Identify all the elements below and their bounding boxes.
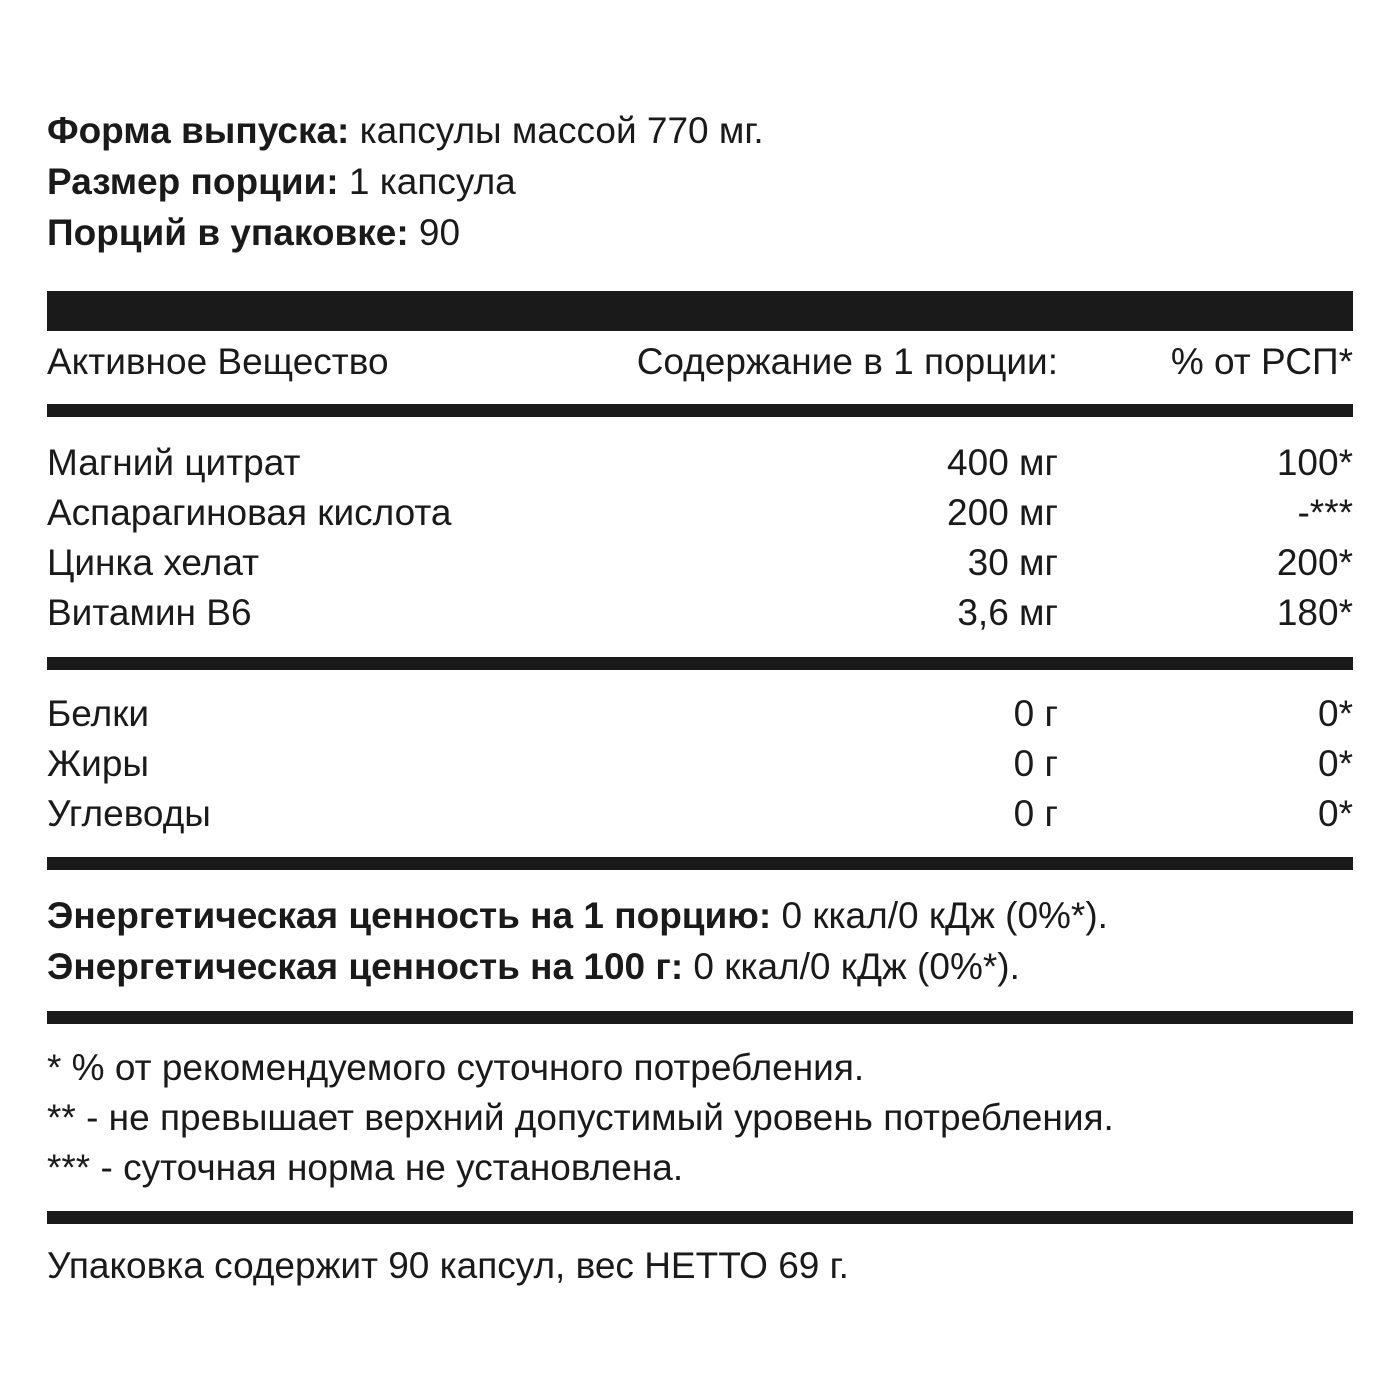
substance-name: Цинка хелат [47, 542, 260, 583]
table-header-row [47, 337, 1353, 387]
macro-percent: 0* [1318, 693, 1353, 734]
substance-name: Аспарагиновая кислота [47, 492, 452, 533]
divider [47, 1011, 1353, 1024]
macro-percent: 0* [1318, 793, 1353, 834]
table-row [47, 538, 1353, 588]
table-row [47, 488, 1353, 538]
table-row [47, 588, 1353, 638]
macro-name: Жиры [47, 743, 150, 784]
energy-per-100g [47, 942, 1353, 992]
package-note: Упаковка содержит 90 капсул, вес НЕТТО 69 г. [47, 1245, 849, 1286]
header-amount: Содержание в 1 порции: [636, 341, 1058, 382]
table-row [47, 438, 1353, 488]
macro-name: Углеводы [47, 793, 211, 834]
table-row [47, 689, 1353, 739]
energy-label: Энергетическая ценность на 1 порцию: [47, 895, 772, 936]
footnote: *** - суточная норма не установлена. [47, 1147, 684, 1188]
divider [47, 1211, 1353, 1224]
substance-name: Магний цитрат [47, 442, 301, 483]
substance-amount: 200 мг [947, 492, 1058, 533]
footnote: * % от рекомендуемого суточного потребления. [47, 1047, 865, 1088]
substance-percent: 100* [1276, 442, 1353, 483]
table-row [47, 739, 1353, 789]
energy-value: 0 ккал/0 кДж (0%*). [683, 946, 1020, 987]
footnote: ** - не превышает верхний допустимый уровень потребления. [47, 1097, 1114, 1138]
info-serving-size [47, 157, 1353, 207]
substance-amount: 3,6 мг [957, 592, 1058, 633]
header-substance: Активное Вещество [47, 341, 389, 382]
substance-percent: -*** [1297, 492, 1353, 533]
divider [47, 857, 1353, 870]
info-label: Размер порции: [47, 161, 339, 202]
table-top-bar [47, 291, 1353, 331]
info-value: 1 капсула [338, 161, 516, 202]
substance-amount: 400 мг [947, 442, 1058, 483]
info-label: Форма выпуска: [47, 110, 350, 151]
macro-amount: 0 г [1013, 743, 1058, 784]
energy-per-serving [47, 891, 1353, 941]
macro-amount: 0 г [1013, 693, 1058, 734]
info-label: Порций в упаковке: [47, 212, 409, 253]
info-value: капсулы массой 770 мг. [349, 110, 764, 151]
table-row [47, 789, 1353, 839]
substance-name: Витамин В6 [47, 592, 252, 633]
substance-percent: 200* [1276, 542, 1353, 583]
header-percent: % от РСП* [1170, 341, 1353, 382]
divider [47, 404, 1353, 417]
macro-percent: 0* [1318, 743, 1353, 784]
energy-value: 0 ккал/0 кДж (0%*). [771, 895, 1108, 936]
macro-name: Белки [47, 693, 150, 734]
info-servings-per-pack [47, 208, 1353, 258]
substance-amount: 30 мг [967, 542, 1058, 583]
macro-amount: 0 г [1013, 793, 1058, 834]
substance-percent: 180* [1276, 592, 1353, 633]
energy-label: Энергетическая ценность на 100 г: [47, 946, 684, 987]
info-release-form [47, 106, 1353, 156]
info-value: 90 [408, 212, 461, 253]
divider [47, 657, 1353, 670]
